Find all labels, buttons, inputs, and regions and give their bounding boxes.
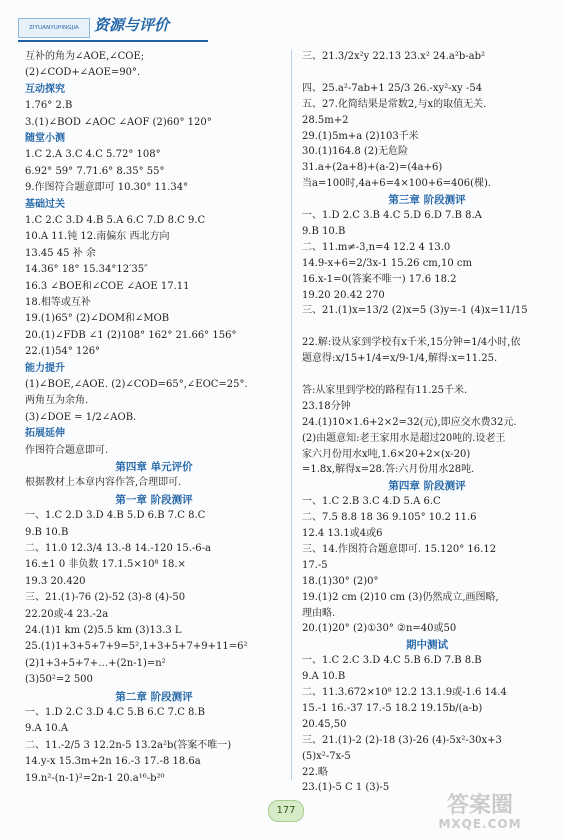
answer-line: 1.C 2.A 3.C 4.C 5.72° 108° <box>25 149 161 161</box>
answer-line: 五、27.化简结果是常数2,与x的取值无关. <box>302 98 487 110</box>
answer-line: 9.A 10.B <box>302 671 346 683</box>
answer-line: 25.(1)1+3+5+7+9=5²,1+3+5+7+9+11=6² <box>25 641 248 653</box>
answer-line: 16.±1 0 非负数 17.1.5×10⁸ 18.× <box>25 559 186 571</box>
answer-line: (2)由题意知:老王家用水是超过20吨的.设老王 <box>302 432 506 444</box>
chapter-title: 第一章 阶段测评 <box>115 493 193 506</box>
answer-line: 19.(1)65° (2)∠DOM和∠MOB <box>25 313 170 325</box>
answer-line: 19.(1)2 cm (2)10 cm (3)仍然成立,画图略, <box>302 591 499 603</box>
chapter-title: 第二章 阶段测评 <box>115 690 193 703</box>
answer-line: 题意得:x/15+1/4=x/9-1/4,解得:x=11.25. <box>302 353 498 365</box>
answer-line: 29.(1)5m+a (2)103千米 <box>302 130 419 142</box>
chapter-title: 期中测试 <box>406 639 448 652</box>
answer-line: 10.A 11.钝 12.南偏东 西北方向 <box>25 231 170 243</box>
answer-line: 6.92° 59° 7.71.6° 8.35° 55° <box>25 165 165 177</box>
answer-line: (5)x²-7x-5 <box>302 750 351 762</box>
answer-line: 三、14.作图符合题意即可. 15.120° 16.12 <box>302 543 497 555</box>
answer-line: 22.20或-4 23.-2a <box>25 608 109 620</box>
page-number: 177 <box>268 800 304 822</box>
answer-line: 20.(1)20° (2)①30° ②n=40或50 <box>302 623 457 635</box>
chapter-title: 第四章 单元评价 <box>115 461 193 473</box>
answer-line: 作图符合题意即可. <box>25 444 109 456</box>
answer-line: 16.3 ∠BOE和∠COE ∠AOE 17.11 <box>25 280 190 292</box>
answer-line: 四、25.a²-7ab+1 25/3 26.-xy²-xy -54 <box>302 82 483 94</box>
column-divider <box>291 50 292 780</box>
answer-line: 二、11.-2/5 3 12.2n-5 13.2a²b(答案不唯一) <box>25 739 232 751</box>
answer-line: (2)∠COD+∠AOE=90°. <box>25 67 141 79</box>
answer-line: 14.36° 18° 15.34°12′35″ <box>25 264 148 276</box>
answer-line: 18.(1)30° (2)0° <box>302 575 379 587</box>
answer-line: 20.(1)∠FDB ∠1 (2)108° 162° 21.66° 156° <box>25 329 237 341</box>
answer-line: 根据教材上本章内容作答,合理即可. <box>25 477 182 489</box>
section-heading: 拓展延伸 <box>25 428 65 440</box>
watermark-main: 答案圈 <box>446 793 513 818</box>
answer-line: 24.(1)10×1.6+2×2=32(元),即应交水费32元. <box>302 416 517 428</box>
answer-line: 19.n²-(n-1)²=2n-1 20.a¹⁶-b²⁰ <box>25 772 165 784</box>
answer-line: 13.45 45 补 余 <box>25 247 96 259</box>
answer-line: 23.18分钟 <box>302 400 351 412</box>
answer-line: 17.-5 <box>302 559 328 571</box>
answer-line: 12.4 13.1或4或6 <box>302 528 383 539</box>
answer-line: 三、21.(1)x=13/2 (2)x=5 (3)y=-1 (4)x=11/15 <box>302 305 528 317</box>
chapter-title: 第四章 阶段测评 <box>388 480 466 493</box>
answer-line: 22.略 <box>302 766 328 778</box>
answer-line: 18.相等或互补 <box>25 297 91 308</box>
answer-line: 20.45,50 <box>302 718 347 730</box>
answer-line: =1.8x,解得x=28.答:六月份用水28吨. <box>302 464 475 476</box>
section-heading: 互动探究 <box>25 83 65 95</box>
answer-line: 9.作图符合题意即可 10.30° 11.34° <box>25 182 189 194</box>
answer-line: (3)50²=2 500 <box>25 674 93 686</box>
answer-line: 30.(1)164.8 (2)无危险 <box>302 146 409 158</box>
answer-line: 一、1.D 2.C 3.D 4.C 5.B 6.C 7.C 8.B <box>25 707 205 718</box>
answer-line: 1.76° 2.B <box>25 100 73 112</box>
answer-line: 三、21.3/2x²y 22.13 23.x² 24.a²b-ab² <box>302 51 486 62</box>
answer-line: 9.B 10.B <box>25 526 69 538</box>
answer-line: 14.y-x 15.3m+2n 16.-3 17.-8 18.6a <box>25 756 201 768</box>
answer-line: 二、11.3.672×10⁸ 12.2 13.1.9或-1.6 14.4 <box>302 687 507 698</box>
answer-line: 三、21.(1)-76 (2)-52 (3)-8 (4)-50 <box>25 592 186 604</box>
answer-line: 两角互为余角. <box>25 395 89 407</box>
watermark-sub: MXQE.COM <box>438 817 522 831</box>
answer-line: 1.C 2.C 3.D 4.B 5.A 6.C 7.D 8.C 9.C <box>25 215 206 226</box>
answer-line: 理由略. <box>302 607 336 619</box>
answer-line: 一、1.C 2.B 3.C 4.D 5.A 6.C <box>302 496 441 508</box>
answer-line: 三、21.(1)-2 (2)-18 (3)-26 (4)-5x²-30x+3 <box>302 734 502 746</box>
section-heading: 基础过关 <box>25 198 65 210</box>
header-rule <box>18 40 208 42</box>
chapter-title: 第三章 阶段测评 <box>388 194 466 207</box>
answer-line: 家六月份用水x吨,1.6×20+2×(x-20) <box>302 448 471 460</box>
answer-line: 14.9-x+6=2/3x-1 15.26 cm,10 cm <box>302 257 472 269</box>
answer-line: 22.解:设从家到学校有x千米,15分钟=1/4小时,依 <box>302 337 521 349</box>
answer-line: (1)∠BOE,∠AOE. (2)∠COD=65°,∠EOC=25°. <box>25 379 248 390</box>
answer-line: 3.(1)∠BOD ∠AOC ∠AOF (2)60° 120° <box>25 116 212 128</box>
answer-line: 二、11.m≠-3,n=4 12.2 4 13.0 <box>302 241 451 253</box>
answer-line: 当a=100时,4a+6=4×100+6=406(棵). <box>302 178 492 190</box>
section-heading: 能力提升 <box>25 362 65 374</box>
header-logo: ZIYUANYUPINGJIA <box>18 18 90 38</box>
answer-line: 24.(1)1 km (2)5.5 km (3)13.3 L <box>25 625 182 636</box>
answer-line: 22.(1)54° 126° <box>25 346 101 358</box>
answer-line: 23.(1)-5 C 1 (3)-5 <box>302 782 390 794</box>
section-heading: 随堂小测 <box>25 133 65 144</box>
answer-line: 19.20 20.42 270 <box>302 289 385 301</box>
answer-line: (2)1+3+5+7+…+(2n-1)=n² <box>25 657 166 669</box>
answer-line: 一、1.C 2.D 3.D 4.B 5.D 6.B 7.C 8.C <box>25 510 206 522</box>
answer-line: 19.3 20.420 <box>25 575 86 587</box>
answer-line: 二、11.0 12.3/4 13.-8 14.-120 15.-6-a <box>25 543 211 554</box>
answer-line: 二、7.5 8.8 18 36 9.105° 10.2 11.6 <box>302 512 477 524</box>
answer-line: 9.B 10.B <box>302 225 346 237</box>
answer-line: 15.-1 16.-37 17.-5 18.2 19.15b/(a-b) <box>302 702 483 714</box>
answer-line: 一、1.C 2.C 3.D 4.C 5.B 6.D 7.B 8.B <box>302 655 482 667</box>
answer-line: 16.x-1=0(答案不唯一) 17.6 18.2 <box>302 273 457 285</box>
answer-line: 28.5m+2 <box>302 114 349 126</box>
answer-line: 9.A 10.A <box>25 723 69 735</box>
header-title: 资源与评价 <box>94 16 170 34</box>
answer-line: 一、1.D 2.C 3.B 4.C 5.D 6.D 7.B 8.A <box>302 210 482 221</box>
watermark <box>405 795 555 835</box>
answer-line: 互补的角为∠AOE,∠COE; <box>25 51 145 62</box>
answer-line: (3)∠DOE = 1/2∠AOB. <box>25 411 137 423</box>
answer-line: 31.a+(2a+8)+(a-2)=(4a+6) <box>302 162 443 174</box>
answer-line: 答:从家里到学校的路程有11.25千米. <box>302 384 468 396</box>
